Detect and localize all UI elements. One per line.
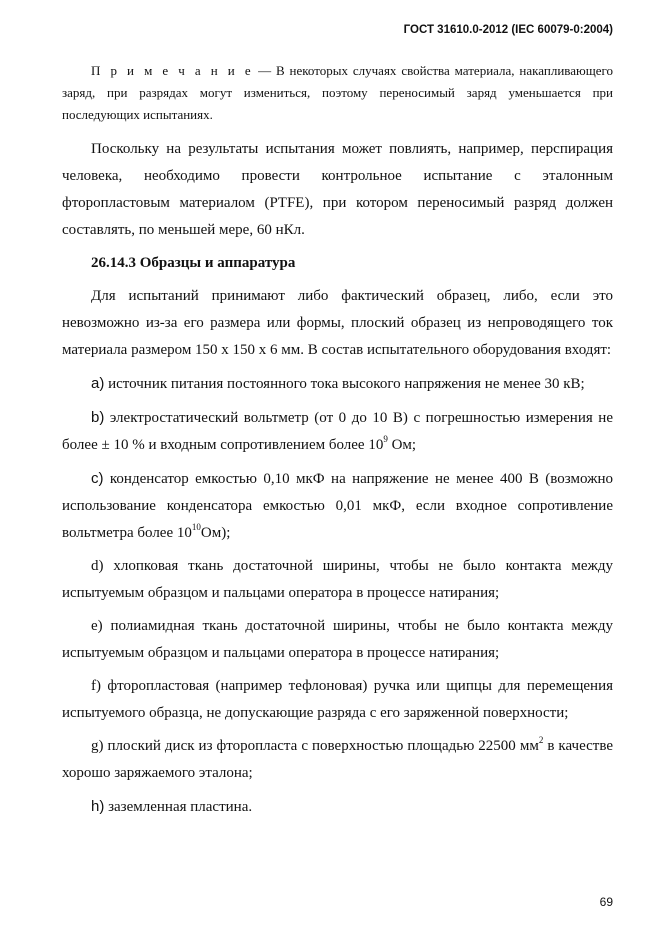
list-text-a: источник питания постоянного тока высокого напряжения не менее 30 кВ;: [104, 376, 585, 392]
list-text-h: заземленная пластина.: [104, 799, 253, 815]
list-item-g: [62, 733, 613, 787]
list-item-e: [62, 613, 613, 667]
exponent-c: 10: [191, 522, 201, 532]
list-marker-g: g): [91, 738, 104, 754]
list-item-c: [62, 465, 613, 547]
section-heading: 26.14.3 Образцы и аппаратура: [91, 255, 296, 271]
list-item-h: [62, 793, 613, 821]
paragraph-perspiration: Поскольку на результаты испытания может повлиять, например, перспирация человека, необходимо провести контрольное испытание с эталонным фторопластовым материалом (PTFE), при котором переносимый разряд должен составлять, по меньшей мере, 60 нКл.: [62, 141, 613, 238]
list-text-g-2: в качестве хорошо заряжаемого эталона;: [62, 738, 613, 781]
list-text-f: фторопластовая (например тефлоновая) ручка или щипцы для перемещения испытуемого образца, не допускающие разряда с его заряженной поверхности;: [62, 678, 613, 721]
page-number: 69: [599, 895, 613, 909]
page-content: [62, 60, 613, 821]
list-marker-f: f): [91, 678, 101, 694]
list-marker-e: е): [91, 618, 103, 634]
list-text-b-2: Ом;: [387, 437, 417, 453]
paragraph-samples: Для испытаний принимают либо фактический образец, либо, если это невозможно из-за его размера или формы, плоский образец из непроводящего ток материала размером 150 х 150 х 6 мм. В состав испытательного оборудования входят:: [62, 288, 613, 358]
list-text-c-2: Ом);: [200, 525, 231, 541]
list-text-g-1: плоский диск из фторопласта с поверхностью площадью 22500 мм: [103, 738, 539, 754]
list-item-a: [62, 370, 613, 398]
list-marker-h: h): [91, 798, 105, 815]
exponent-b: 9: [383, 434, 388, 444]
list-item-f: [62, 673, 613, 727]
note-text: — В некоторых случаях свойства материала, накапливающего заряд, при разрядах могут измениться, поэтому переносимый заряд уменьшается при последующих испытаниях.: [62, 63, 614, 122]
note-label: П р и м е ч а н и е: [91, 63, 254, 78]
list-text-d: хлопковая ткань достаточной ширины, чтобы не было контакта между испытуемым образцом и пальцами оператора в процессе натирания;: [62, 558, 613, 601]
exponent-g: 2: [538, 735, 544, 745]
list-item-d: [62, 553, 613, 607]
list-marker-a: а): [91, 375, 105, 392]
list-item-b: [62, 404, 613, 459]
list-text-c-1: конденсатор емкостью 0,10 мкФ на напряжение не менее 400 В (возможно использование конденсатора емкостью 0,01 мкФ, если входное сопротивление вольтметра более 10: [62, 471, 613, 541]
list-marker-d: d): [91, 558, 104, 574]
note-paragraph: [62, 60, 613, 126]
list-text-e: полиамидная ткань достаточной ширины, чтобы не было контакта между испытуемым образцом и пальцами оператора в процессе натирания;: [62, 618, 613, 661]
list-marker-b: b): [91, 409, 105, 426]
standard-header: ГОСТ 31610.0-2012 (IEC 60079-0:2004): [403, 24, 613, 36]
list-text-b-1: электростатический вольтметр (от 0 до 10 В) с погрешностью измерения не более ± 10 % и входным сопротивлением более 10: [62, 410, 613, 453]
list-marker-c: с): [91, 470, 104, 487]
